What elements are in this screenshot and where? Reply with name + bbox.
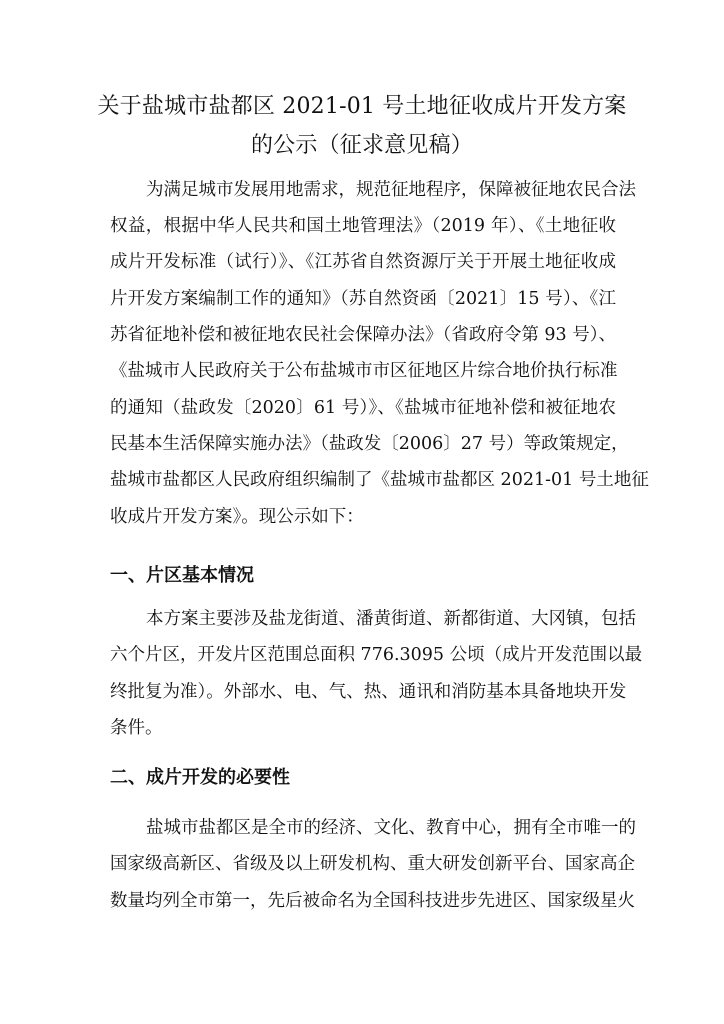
section-heading-2: 二、成片开发的必要性 — [110, 767, 290, 788]
intro-line: 的通知（盐政发〔2020〕61 号）》、《盐城市征地补偿和被征地农 — [110, 398, 616, 418]
section1-line: 本方案主要涉及盐龙街道、潘黄街道、新都街道、大冈镇，包括 — [146, 609, 636, 629]
intro-line: 《盐城市人民政府关于公布盐城市市区征地区片综合地价执行标准 — [110, 361, 618, 381]
document-title-line-1: 关于盐城市盐都区 2021-01 号土地征收成片开发方案 — [97, 94, 627, 119]
intro-line: 为满足城市发展用地需求，规范征地程序，保障被征地农民合法 — [146, 180, 636, 200]
intro-line: 收成片开发方案》。现公示如下： — [110, 507, 364, 527]
intro-line: 苏省征地补偿和被征地农民社会保障办法》（省政府令第 93 号）、 — [110, 325, 616, 345]
section-heading-1: 一、片区基本情况 — [110, 565, 254, 586]
section2-line: 数量均列全市第一，先后被命名为全国科技进步先进区、国家级星火 — [110, 891, 635, 911]
section1-line: 条件。 — [110, 718, 163, 738]
section2-line: 盐城市盐都区是全市的经济、文化、教育中心，拥有全市唯一的 — [146, 818, 636, 838]
intro-line: 片开发方案编制工作的通知》（苏自然资函〔2021〕15 号）、《江 — [110, 289, 616, 309]
intro-line: 盐城市盐都区人民政府组织编制了《盐城市盐都区 2021-01 号土地征 — [110, 470, 649, 490]
section1-line: 终批复为准）。外部水、电、气、热、通讯和消防基本具备地块开发 — [110, 682, 627, 702]
section1-line: 六个片区，开发片区范围总面积 776.3095 公顷（成片开发范围以最 — [110, 645, 643, 665]
document-title-line-2: 的公示（征求意见稿） — [250, 133, 473, 158]
intro-line: 成片开发标准（试行）》、《江苏省自然资源厅关于开展土地征收成 — [110, 252, 616, 272]
section2-line: 国家级高新区、省级及以上研发机构、重大研发创新平台、国家高企 — [110, 854, 635, 874]
intro-line: 权益，根据中华人民共和国土地管理法》（2019 年）、《土地征收 — [110, 216, 616, 236]
intro-line: 民基本生活保障实施办法》（盐政发〔2006〕27 号）等政策规定， — [110, 434, 629, 454]
